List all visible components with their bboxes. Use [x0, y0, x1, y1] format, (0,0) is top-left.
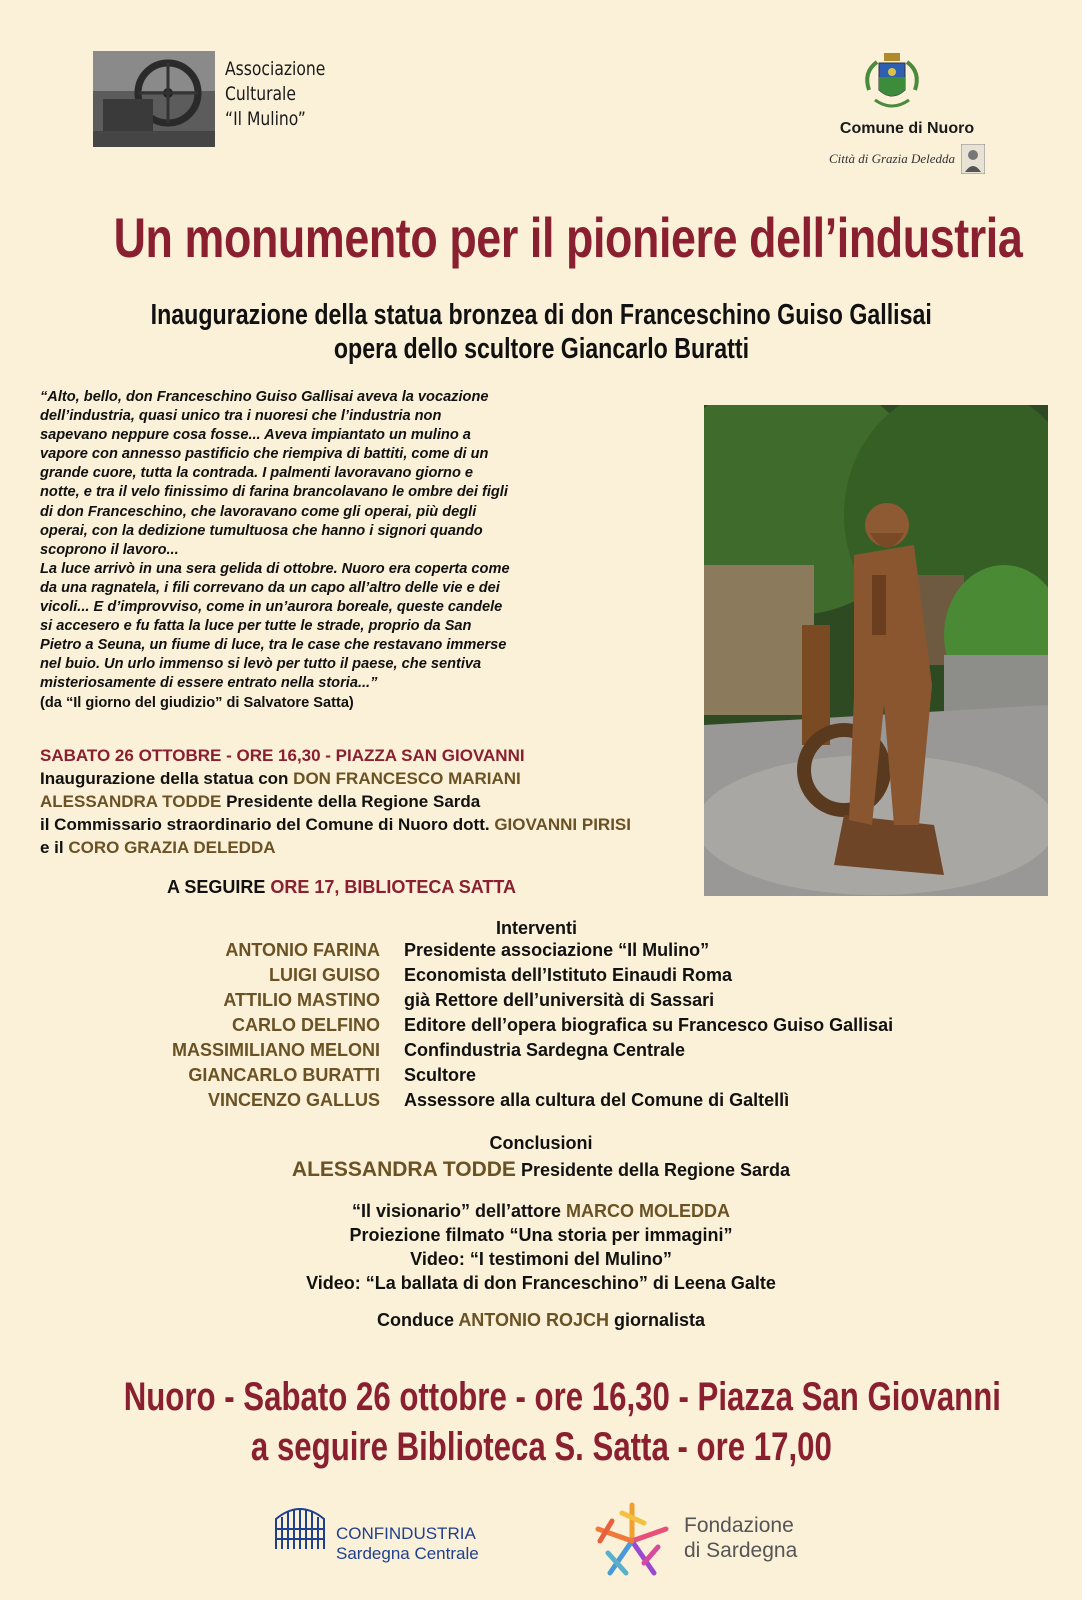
event-line: Inaugurazione della statua con DON FRANCESCO MARIANI [40, 769, 521, 788]
quote-line: operai, con la dedizione tumultuosa che hanno i signori quando [40, 522, 483, 539]
speaker-role: Editore dell’opera biografica su Francesco Guiso Gallisai [404, 1015, 894, 1035]
fondazione-logo [592, 1501, 672, 1581]
quote-line: Pietro a Seuna, un fiume di luce, tra le case che restavano immerse [40, 637, 507, 654]
inauguration-event [40, 744, 700, 859]
comune-subtitle: Città di Grazia Deledda [828, 151, 956, 166]
speaker-name: ATTILIO MASTINO [223, 990, 380, 1010]
event-line: il Commissario straordinario del Comune di Nuoro dott. GIOVANNI PIRISI [40, 815, 631, 834]
confindustria-line: CONFINDUSTRIA [336, 1524, 476, 1543]
speaker-row [0, 1040, 1082, 1066]
quote-line: “Alto, bello, don Franceschino Guiso Gallisai aveva la vocazione [40, 389, 489, 405]
speaker-role: Scultore [404, 1065, 477, 1085]
event-line: ALESSANDRA TODDE Presidente della Regione Sarda [40, 792, 481, 811]
speaker-role: già Rettore dell’università di Sassari [404, 990, 715, 1010]
speaker-name: ANTONIO FARINA [225, 940, 380, 960]
speaker-name: MASSIMILIANO MELONI [172, 1040, 380, 1060]
nuoro-crest-icon [857, 50, 927, 120]
speaker-name: ALESSANDRA TODDE [291, 1158, 516, 1181]
speaker-name: CORO GRAZIA DELEDDA [68, 838, 276, 857]
speaker-row [0, 1015, 1082, 1041]
statue-photo [704, 405, 1048, 896]
quote-line: di don Franceschino, che lavoravano come gli operai, più degli [40, 503, 477, 520]
follow-up-heading: A SEGUIRE ORE 17, BIBLIOTECA SATTA [167, 877, 517, 897]
fondazione-name [684, 1513, 797, 1563]
association-line: Culturale [225, 83, 296, 105]
speaker-row [0, 965, 1082, 991]
quote-line: sapevano neppure cosa fosse... Aveva impiantato un mulino a [40, 427, 471, 444]
speaker-role: Assessore alla cultura del Comune di Galtellì [404, 1090, 790, 1110]
deledda-portrait-icon [961, 144, 985, 174]
speaker-row [0, 990, 1082, 1016]
footer-line: a seguire Biblioteca S. Satta - ore 17,00 [250, 1425, 832, 1469]
speaker-name: GIANCARLO BURATTI [188, 1065, 380, 1085]
conclusioni-speaker: ALESSANDRA TODDE Presidente della Regione Sarda [291, 1158, 791, 1181]
association-line: “Il Mulino” [225, 108, 306, 130]
confindustria-line: Sardegna Centrale [336, 1544, 479, 1563]
program-item: Video: “I testimoni del Mulino” [410, 1249, 672, 1269]
host-line: Conduce ANTONIO ROJCH giornalista [376, 1310, 706, 1330]
speaker-name: ALESSANDRA TODDE [40, 792, 222, 811]
fondazione-line: di Sardegna [684, 1539, 798, 1562]
speaker-row [0, 1065, 1082, 1091]
footer-event-info [0, 1372, 1082, 1472]
quote-line: si accesero e fu fatta la luce per tutte le strade, proprio da San [40, 618, 472, 635]
confindustria-name [336, 1524, 479, 1564]
program-item: “Il visionario” dell’attore MARCO MOLEDDA [351, 1201, 731, 1221]
association-line: Associazione [225, 58, 326, 80]
quote-line: nel buio. Un urlo immenso si levò per tutto il paese, che sentiva [40, 656, 482, 673]
speaker-name: CARLO DELFINO [232, 1015, 380, 1035]
speaker-name: LUIGI GUISO [268, 965, 380, 985]
quote-line: vapore con annesso pastificio che riempiva di battiti, come di un [40, 446, 489, 463]
page-title: Un monumento per il pioniere dell’industria [113, 206, 1023, 269]
fondazione-line: Fondazione [684, 1514, 794, 1537]
comune-name: Comune di Nuoro [839, 120, 975, 137]
speaker-name: DON FRANCESCO MARIANI [293, 769, 521, 788]
program-list [0, 1199, 1082, 1295]
footer-line: Nuoro - Sabato 26 ottobre - ore 16,30 - Piazza San Giovanni [123, 1375, 1001, 1419]
association-name [225, 57, 325, 132]
quote-line: vicoli... E d’improvviso, come in un’aurora boreale, queste candele [40, 599, 503, 616]
quote-source: (da “Il giorno del giudizio” di Salvatore Satta) [40, 694, 354, 711]
mulino-association-photo [93, 51, 215, 147]
event-line: e il CORO GRAZIA DELEDDA [40, 838, 276, 857]
program-item: Proiezione filmato “Una storia per immagini” [349, 1225, 733, 1245]
event-heading: SABATO 26 OTTOBRE - ORE 16,30 - PIAZZA SAN GIOVANNI [40, 746, 525, 765]
subtitle-line: opera dello scultore Giancarlo Buratti [333, 333, 749, 365]
quote-line: grande cuore, tutta la contrada. I palmenti lavoravano giorno e [40, 465, 474, 482]
speaker-role: Economista dell’Istituto Einaudi Roma [404, 965, 733, 985]
comune-logo [812, 50, 1002, 174]
quote-line: La luce arrivò in una sera gelida di ottobre. Nuoro era coperta come [40, 560, 510, 577]
quote-line: notte, e tra il velo finissimo di farina brancolavano le ombre dei figli [40, 484, 508, 501]
subtitle-line: Inaugurazione della statua bronzea di don Franceschino Guiso Gallisai [150, 299, 932, 331]
conclusioni-heading: Conclusioni [489, 1133, 593, 1153]
satta-quote [40, 388, 600, 713]
comune-subtitle-row [812, 144, 1002, 174]
speaker-role: Presidente associazione “Il Mulino” [404, 940, 710, 960]
confindustria-icon [270, 1499, 330, 1559]
quote-line: da una ragnatela, i fili correvano da un capo all’altro delle vie e dei [40, 579, 500, 596]
quote-line: misteriosamente di essere entrato nella storia...” [40, 675, 378, 692]
subtitle [0, 298, 1082, 366]
speaker-role: Confindustria Sardegna Centrale [404, 1040, 686, 1060]
program-item: Video: “La ballata di don Franceschino” di Leena Galte [306, 1273, 776, 1293]
quote-line: dell’industria, quasi unico tra i nuoresi che l’industria non [40, 408, 442, 425]
quote-line: scoprono il lavoro... [40, 541, 179, 558]
fondazione-star-icon [592, 1501, 672, 1581]
speaker-row [0, 1090, 1082, 1116]
speaker-row [0, 940, 1082, 966]
interventi-heading: Interventi [496, 918, 578, 938]
speaker-name: VINCENZO GALLUS [207, 1090, 380, 1110]
speaker-name: GIOVANNI PIRISI [494, 815, 631, 834]
